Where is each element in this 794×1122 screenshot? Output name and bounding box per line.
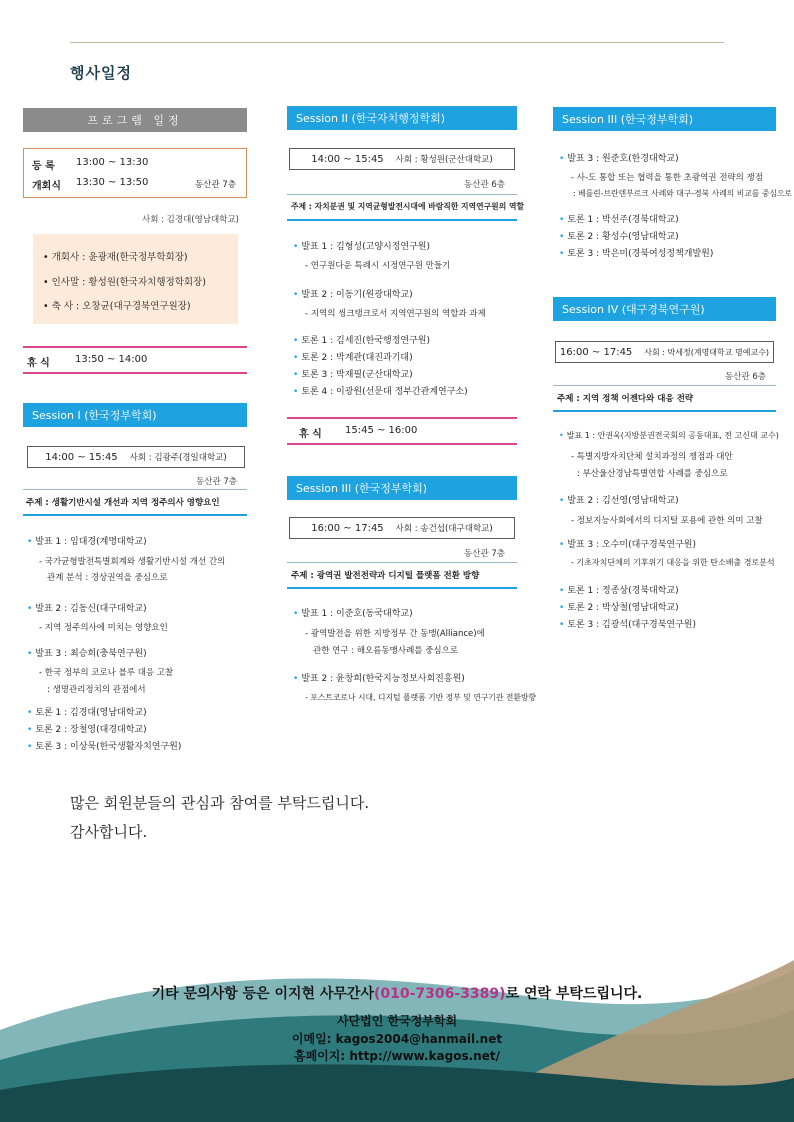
bullet-icon: • <box>27 708 33 718</box>
session3-presenter-1-title-2: 관한 연구 : 해오름동맹사례를 중심으로 <box>313 646 459 656</box>
session4-presenter-1-title: - 특별지방자치단체 설치과정의 쟁점과 대안 <box>571 452 733 462</box>
session2-presenter-1-title: - 연구원다운 특례시 시정연구원 만들기 <box>305 261 451 271</box>
bullet-icon: • <box>559 496 565 506</box>
bullet-icon: • <box>559 431 564 440</box>
ceremony-congrats: • 축 사 : 오창균(대구경북연구원장) <box>43 301 191 312</box>
break-label: 휴 식 <box>27 358 50 369</box>
bullet-icon: • <box>559 540 565 550</box>
session1-presenter-1-title-2: 관계 분석 : 경상권역을 중심으로 <box>47 573 168 583</box>
bullet-icon: • <box>27 604 33 614</box>
session4-theme-bottom <box>553 410 776 412</box>
break2-label: 휴 식 <box>299 429 322 440</box>
break2-top-line <box>287 417 517 419</box>
session4-time: 16:00 ~ 17:45 <box>559 346 633 358</box>
session1-presenter-3-title: - 한국 정부의 코로나 블루 대응 고찰 <box>39 668 174 678</box>
opening-label: 개회식 <box>32 181 61 192</box>
session2-header: Session II (한국자치행정학회) <box>287 106 517 130</box>
session1-theme: 주제 : 생활기반시설 개선과 지역 정주의사 영향요인 <box>26 498 220 508</box>
session4-presenter-3: • 발표 3 : 오수미(대구경북연구원) <box>559 540 697 550</box>
session3-theme: 주제 : 광역권 발전전략과 디지털 플랫폼 전환 방향 <box>291 571 480 581</box>
session3-presenter-3: • 발표 3 : 원준호(한경대학교) <box>559 154 679 164</box>
session4-chair: 사회 : 박세정(계명대학교 명예교수) <box>644 347 770 357</box>
opening-venue: 동산관 7층 <box>195 180 236 190</box>
opening-moderator: 사회 : 김경대(영남대학교) <box>141 215 239 225</box>
session2-theme-top <box>287 194 517 195</box>
session1-presenter-2: • 발표 2 : 김동신(대구대학교) <box>27 604 147 614</box>
session3-header: Session III (한국정부학회) <box>287 476 517 500</box>
bullet-icon: • <box>559 154 565 164</box>
session4-discussant-1: • 토론 1 : 정종상(경북대학교) <box>559 586 679 596</box>
session2-theme-bottom <box>287 219 517 221</box>
session3-presenter-2: • 발표 2 : 윤창희(한국지능정보사회진흥원) <box>293 674 465 684</box>
session2-presenter-1: • 발표 1 : 김형성(고양시정연구원) <box>293 242 431 252</box>
session2-presenter-2: • 발표 2 : 이동기(원광대학교) <box>293 290 413 300</box>
break-top-line <box>23 346 247 348</box>
bullet-icon: • <box>293 387 299 397</box>
org-name: 사단법인 한국정부학회 <box>336 1014 458 1028</box>
session1-presenter-3-title-2: : 생명관리정치의 관점에서 <box>47 685 146 695</box>
session3-theme-bottom <box>287 587 517 589</box>
ceremony-greeting: • 인사말 : 황성원(한국자치행정학회장) <box>43 277 206 288</box>
session3-cont-header: Session III (한국정부학회) <box>553 107 776 131</box>
registration-box <box>23 148 247 198</box>
session3-chair: 사회 : 송건섭(대구대학교) <box>395 524 493 534</box>
session1-chair: 사회 : 김광주(경일대학교) <box>129 453 227 463</box>
session3-time-box <box>289 517 515 539</box>
break2-time: 15:45 ~ 16:00 <box>345 425 418 436</box>
ceremony-box <box>33 234 238 324</box>
session3-presenter-1-title: - 광역발전을 위한 지방정부 간 동맹(Alliance)에 <box>305 629 485 639</box>
bullet-icon: • <box>559 603 565 613</box>
session2-discussant-4: • 토론 4 : 이광원(선문대 정부간관계연구소) <box>293 387 468 397</box>
bullet-icon: • <box>27 649 33 659</box>
session3-presenter-2-title: - 포스트코로나 시대, 디지털 플랫폼 기반 정부 및 연구기관 전환방향 <box>305 693 536 702</box>
bullet-icon: • <box>293 674 299 684</box>
break-bottom-line <box>23 372 247 374</box>
session1-presenter-1-title: - 국가균형발전특별회계와 생활기반시설 개선 간의 <box>39 557 226 567</box>
session2-presenter-2-title: - 지역의 씽크탱크로서 지역연구원의 역할과 과제 <box>305 309 486 319</box>
session3-presenter-3-title: - 사-도 통합 또는 협력을 통한 초광역권 전략의 쟁점 <box>571 173 763 183</box>
bullet-icon: • <box>559 215 565 225</box>
inquiry-line: 기타 문의사항 등은 이지현 사무간사(010-7306-3389)로 연락 부탁드립니다. <box>151 986 643 1002</box>
bullet-icon: • <box>559 249 565 259</box>
session3-discussant-3: • 토론 3 : 박은미(경북여성정책개발원) <box>559 249 714 259</box>
session2-discussant-1: • 토론 1 : 김세진(한국행정연구원) <box>293 336 431 346</box>
session3-presenter-1: • 발표 1 : 이준호(동국대학교) <box>293 609 413 619</box>
session1-theme-bottom <box>23 514 247 516</box>
session3-time: 16:00 ~ 17:45 <box>311 522 384 534</box>
session2-time: 14:00 ~ 15:45 <box>311 153 384 165</box>
bullet-icon: • <box>27 742 33 752</box>
session3-discussant-2: • 토론 2 : 황성수(영남대학교) <box>559 232 679 242</box>
session4-presenter-2: • 발표 2 : 김선영(영남대학교) <box>559 496 679 506</box>
bullet-icon: • <box>293 353 299 363</box>
top-divider <box>70 42 724 43</box>
session3-discussant-1: • 토론 1 : 박선주(경북대학교) <box>559 215 679 225</box>
session4-time-box <box>555 341 774 363</box>
bullet-icon: • <box>27 537 33 547</box>
session1-presenter-2-title: - 지역 정주의사에 미치는 영향요인 <box>39 623 168 633</box>
inquiry-phone: (010-7306-3389) <box>373 986 506 1002</box>
bullet-icon: • <box>559 232 565 242</box>
bullet-icon: • <box>559 586 565 596</box>
session3-presenter-3-title-2: : 베를린-브란덴부르크 사례와 대구-경북 사례의 비교를 중심으로 <box>573 189 792 198</box>
bullet-icon: • <box>559 620 565 630</box>
org-homepage: 홈페이지: http://www.kagos.net/ <box>294 1049 500 1063</box>
ceremony-opening-speech: • 개회사 : 윤광재(한국정부학회장) <box>43 252 188 263</box>
session2-time-box <box>289 148 515 170</box>
page-heading: 행사일정 <box>70 64 132 82</box>
session2-discussant-2: • 토론 2 : 박계관(대진과기대) <box>293 353 413 363</box>
session4-theme-top <box>553 385 776 386</box>
session4-presenter-3-title: - 기초자치단체의 기후위기 대응을 위한 탄소배출 경로분석 <box>571 558 775 567</box>
session1-venue: 동산관 7층 <box>196 477 237 487</box>
session1-discussant-1: • 토론 1 : 김경대(영남대학교) <box>27 708 147 718</box>
session4-presenter-1-title-2: : 부산울산경남특별연합 사례를 중심으로 <box>577 469 728 479</box>
session3-venue: 동산관 7층 <box>464 549 505 559</box>
session4-presenter-2-title: - 정보지능사회에서의 디지털 포용에 관한 의미 고찰 <box>571 516 763 526</box>
session1-presenter-1: • 발표 1 : 임대경(계명대학교) <box>27 537 147 547</box>
bullet-icon: • <box>293 290 299 300</box>
bullet-icon: • <box>27 725 33 735</box>
bullet-icon: • <box>293 609 299 619</box>
session3-theme-top <box>287 562 517 563</box>
bullet-icon: • <box>293 370 299 380</box>
session2-chair: 사회 : 황성원(군산대학교) <box>395 155 493 165</box>
program-header: 프로그램 일정 <box>23 108 247 132</box>
session4-venue: 동산관 6층 <box>725 372 766 382</box>
session1-presenter-3: • 발표 3 : 최승희(충북연구원) <box>27 649 147 659</box>
session2-venue: 동산관 6층 <box>464 180 505 190</box>
bullet-icon: • <box>293 336 299 346</box>
session1-header: Session I (한국정부학회) <box>23 403 247 427</box>
org-email: 이메일: kagos2004@hanmail.net <box>291 1032 503 1046</box>
registration-label: 등 록 <box>32 161 55 172</box>
session4-discussant-3: • 토론 3 : 김광석(대구경북연구원) <box>559 620 697 630</box>
closing-thanks: 감사합니다. <box>70 823 148 841</box>
registration-time: 13:00 ~ 13:30 <box>76 157 149 168</box>
closing-request: 많은 회원분들의 관심과 참여를 부탁드립니다. <box>70 794 370 812</box>
session1-time-box <box>27 446 245 468</box>
session4-presenter-1: • 발표 1 : 안권욱(지방분권전국회의 공동대표, 전 고신대 교수) <box>559 431 779 440</box>
session1-time: 14:00 ~ 15:45 <box>45 451 118 463</box>
session4-discussant-2: • 토론 2 : 박상철(영남대학교) <box>559 603 679 613</box>
session1-discussant-2: • 토론 2 : 장철영(대경대학교) <box>27 725 147 735</box>
session2-theme: 주제 : 자치분권 및 지역균형발전시대에 바람직한 지역연구원의 역할 <box>291 202 525 211</box>
session1-discussant-3: • 토론 3 : 이상묵(한국생활자치연구원) <box>27 742 182 752</box>
session2-discussant-3: • 토론 3 : 박재필(군산대학교) <box>293 370 413 380</box>
opening-time: 13:30 ~ 13:50 <box>76 177 149 188</box>
session1-theme-top <box>23 489 247 490</box>
session4-theme: 주제 : 지역 정책 어젠다와 대응 전략 <box>557 394 694 404</box>
break2-bottom-line <box>287 443 517 445</box>
bullet-icon: • <box>293 242 299 252</box>
session4-header: Session IV (대구경북연구원) <box>553 297 776 321</box>
break-time: 13:50 ~ 14:00 <box>75 354 148 365</box>
